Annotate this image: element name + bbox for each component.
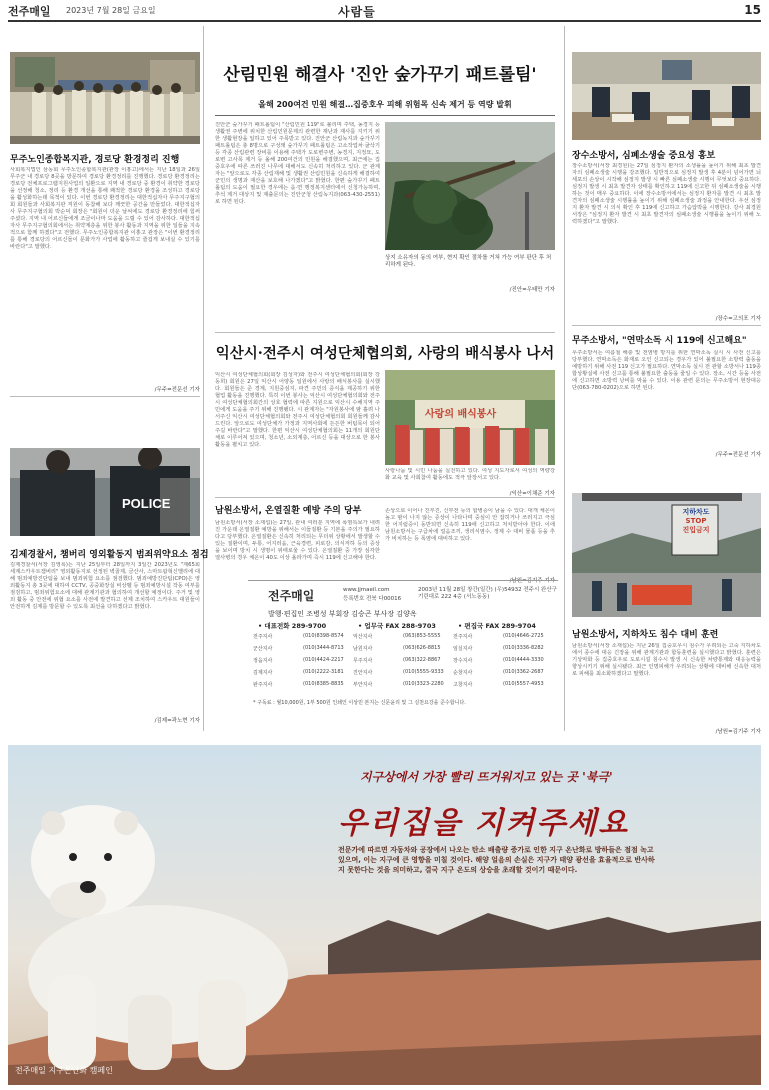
office-directory-cell: 순창지사 (453, 670, 473, 676)
office-directory-cell: 전주지사 (253, 634, 273, 640)
office-directory-cell: (010)4646-2725 (503, 633, 544, 639)
masthead-phone: • 대표전화 289-9700 (258, 622, 327, 630)
office-directory-cell: (010)5557-4953 (503, 681, 544, 687)
ad-headline: 우리집을 지켜주세요 (338, 806, 630, 841)
story-caption: 남원소방서, 지하차도 침수 대비 훈련 (572, 630, 719, 640)
sign-stop: STOP (685, 517, 707, 525)
volunteers-photo (385, 370, 555, 465)
story-body: 남원소방서(서장 소재섭)는 27일, 관내 여러분 지역에 폭염특보가 내려진 가운데 온열질환 예방을 위해서는 이들질환 등 기본을 주의가 필요하다고 당부했다. 온열질환은 신속히 처리되는 무더위 상황에서 발생할 수 있는 질환이며, 두통, 어지러움, 근육경련, 피로감, 의식저하 등의 증상을 보이며 방치 시 생명이 위태로울 수 있다. 온열질환 중 가장 심각한 열사병의 경우 체온이 40도 이상 올라가며 즉시 119에 신고해야 한다. (215, 520, 380, 561)
ad-tagline: 지구상에서 가장 빨리 뜨거워지고 있는 곳 '북극' (360, 770, 613, 784)
lead-rule (215, 115, 555, 116)
office-directory-cell: (010)3336-8282 (503, 645, 544, 651)
office-directory-cell: (010)8385-8835 (303, 681, 344, 687)
column-divider (203, 26, 204, 731)
page-number: 15 (744, 3, 761, 17)
story-body: 김제경찰서(서장 김영록)는 지난 25일부터 28일까지 3일간 2023년도 "제65회 세계스카우트잼버리" 영외활동지로 선정된 벽골제, 금산사, 스마트팜혁신밸리에 대해 범죄예방진단팀을 보내 범죄위험 요소를 점검했다. 범죄예방진단팀(CPO)은 영외활동지 총 3곳에 대하여 CCTV, 공중화장실 비상벨 등 범죄예방시설 작동 여부를 점검하고, 범죄위험요소에 대해 관계기관과 협의하여 개선할 예정이다. 주거 및 영외 활동 중 안전에 위협 요소를 사전에 발견하고 선제 조치하여 스카우트 대원들이 안전하게 김제를 방문할 수 있도록 최선을 다하겠다고 밝혔다. (10, 562, 200, 610)
volunteer-banner-text: 사랑의 배식봉사 (425, 409, 497, 420)
story-byline: /김제=곽노현 기자 (154, 718, 200, 724)
office-directory-cell: 군산지사 (253, 646, 273, 652)
story-body-tail: 손상으로 이어나 진부진, 신부전 등의 합병증이 남을 수 있다. 대개 체온이 높고 땀이 나지 않는 증상이 나타나며 중심이 안 잡히거나 쓰러지고 극심한 어지럼증이 동반되면 신속히 119에 신고하고 처치받아야 한다. 이에 남원소방서는 구급차에 얼음조끼, 생리식염수, 정제 수 대비 물품 등을 추가 비치하는 등 폭염에 대비하고 있다. (385, 508, 555, 542)
sign-underpass: 지하차도 (682, 508, 710, 516)
office-directory-cell: (063)853-5555 (403, 633, 441, 639)
office-directory-cell: 전주지사 (453, 634, 473, 640)
story-caption: 무주노인종합복지관, 경로당 환경정리 진행 (10, 155, 180, 165)
office-directory-cell: 장수지사 (453, 658, 473, 664)
masthead-staff: 발행·편집인 조병성 부회장 김승곤 부사장 김양옥 (268, 610, 417, 618)
masthead-fax: • 편집국 FAX 289-9704 (458, 622, 536, 630)
story-divider (10, 396, 200, 397)
office-directory-cell: 고창지사 (453, 682, 473, 688)
lead-subheadline: 올해 200여건 민원 해결…집중호우 피해 위험목 신속 제거 등 역량 발휘 (258, 100, 512, 109)
office-directory-cell: (010)3323-2280 (403, 681, 444, 687)
middle-headline: 익산시·전주시 여성단체협의회, 사랑의 배식봉사 나서 (215, 345, 555, 362)
story-byline: /무주=전문선 기자 (715, 452, 761, 458)
masthead-box (248, 580, 558, 710)
page-header (8, 3, 761, 19)
office-directory-cell: (010)5555-9333 (403, 669, 444, 675)
office-directory-cell: 익산지사 (353, 634, 373, 640)
ad-body-text: 전문가에 따르면 자동차와 공장에서 나오는 탄소 배출량 증가로 인한 지구 온난화로 방하들은 점점 녹고 있으며, 이는 지구에 큰 영향을 미칠 것이다. 해양 얼음의 손실은 지구가 태양 광선을 효율적으로 반사하지 못한다는 것을 의미하고, 결국 지구 온도의 상승을 초래할 것이기 때문이다. (338, 846, 655, 874)
masthead-logo: 전주매일 (268, 589, 315, 603)
office-directory-cell: (063)626-8815 (403, 645, 441, 651)
story-byline: /남원=김기주 기자 (715, 729, 761, 735)
section-title: 사람들 (338, 5, 376, 19)
story-caption: 남원소방서, 온열질환 예방 주의 당부 (215, 506, 362, 516)
climate-ad (8, 745, 761, 1085)
masthead-address: 2003년 11월 28일 창간(일간) (우)54932 전주시 완산구 기린대로 222 4층 (서노동동) (418, 587, 557, 600)
underpass-drill-photo (572, 493, 761, 617)
cpr-training-photo (572, 52, 761, 140)
story-caption: 무주소방서, "연막소독 시 119에 신고해요" (572, 336, 747, 346)
story-body: 남원소방서(서장 소재섭)는 지난 26일 집중호우시 침수가 우려되는 고죽 지하차도에서 종수에 대응 긴장을 위해 관계기관과 합동훈련을 실시했다고 밝혔다. 훈련은 기상악화 등 집중호우로 도로시설 침수시 발생 시 신속한 차량통제와 대응능력을 향상시키기 위해 실시됐다. 최근 인명피해가 우려되는 상황에 대비해 신속한 대처로 피해를 최소화하겠다고 말했다. (572, 643, 761, 677)
police-vest-text: POLICE (122, 496, 171, 511)
office-directory-cell: (010)2222-3181 (303, 669, 344, 675)
office-directory-cell: (010)8398-8574 (303, 633, 344, 639)
story-divider (215, 332, 555, 333)
lead-byline: /진안=우태만 기자 (509, 287, 555, 293)
senior-center-photo (10, 52, 200, 144)
office-directory-cell: 남원지사 (353, 646, 373, 652)
office-directory-cell: (010)4424-2217 (303, 657, 344, 663)
paper-name: 전주매일 (8, 5, 51, 18)
police-photo (10, 448, 200, 536)
story-caption: 김제경찰서, 챔버리 영외활동지 범죄위약요소 점검 (10, 550, 209, 560)
office-directory-cell: (063)322-8867 (403, 657, 441, 663)
middle-body-tail: 사랑나눔 및 시민 나눔을 실천하고 있다. 여성 지도자로서 여성의 역량강화 교육 및 사회참여 활동에도 적극 앞장서고 있다. (385, 468, 555, 481)
issue-date: 2023년 7월 28일 금요일 (66, 6, 156, 15)
masthead-web: www.jjmaeil.com (343, 587, 390, 593)
masthead-footer: * 구독료 : 월10,000원, 1부 500원 인쇄인 이상민 본지는 신문윤리 및 그 실천요강을 준수합니다. (253, 700, 466, 706)
office-directory-cell: 완주지사 (253, 682, 273, 688)
story-caption: 장수소방서, 심폐소생술 중요성 홍보 (572, 151, 716, 161)
office-directory-cell: (010)3444-8713 (303, 645, 344, 651)
ad-footer: 전주매일 지구온난화 캠페인 (15, 1066, 113, 1075)
lead-body: 진안군 숲가꾸기 패트롤팀이 "산림민원 119"로 불리며 주택, 농경지 등 생활권 주변에 위치한 산림민원문제의 관련한 재난과 재사를 지키기 위한 생활현장을 일하고 있어 주목받고 있다. 진안군 산림녹지과 숲가꾸기 패트롤팀은 총 8명으로 구성돼 숲가꾸기 패트롤팀은 고소작업차·굴삭기 등 각종 산림관련 장비를 이용해 주택가 도로변주변, 농경지, 지정묘, 도로변 고사목 제거 등 올해 200여건의 민원을 해결했으며, 최근에는 집중호우에 따른 쓰러진 나무에 대해서도 신속히 처리하고 있다. 군 관계자는 "앞으로도 각종 산림재해 및 생활권 산림민원을 신속하게 해결하여 군민의 생명과 재산을 보호해 나가겠다"고 밝혔다. 한편 숲가꾸기 패트롤팀의 도움이 필요한 경우에는 읍·면 행정복지센터에서 신청가능하며, 추석 제거 대상지 및 제출문의는 진안군청 산림녹지과(063-430-2551)로 하면 된다. (215, 122, 380, 205)
story-byline: /무주=전문선 기자 (154, 387, 200, 393)
office-directory-cell: 임실지사 (453, 646, 473, 652)
office-directory-cell: 부안지사 (353, 682, 373, 688)
middle-byline: /익산=이채준 기자 (509, 491, 555, 497)
header-rule (8, 20, 761, 22)
office-directory-cell: (010)4444-3330 (503, 657, 544, 663)
story-body: 장수소방서(서장 최경원)는 27일 심정지 환자의 소생률을 높이기 위해 최초 발견자의 심폐소생술 시행을 강조했다. 일반적으로 심정지 발생 후 4분이 넘어가면 뇌세포의 손상이 시작해 심정지 발생 시 빠른 심폐소생술 시행이 무엇보다 중요하다. 심정지 발생 시 최초 발견자 상태를 확인하고 119에 신고한 뒤 심폐소생술을 시행하는 것이 매우 중요하다. 이에 장수소방서에서는 심정지 환자를 발견 시 최초 발견자의 심폐소생술 시행률을 높이기 위해 심폐소생술 과정을 안내한다. 우선 심정지 환자 발견 시 의식 확인 후 119에 신고하고 가슴압박을 시행한다. 강사 최경원 서장은 "심정지 환자 발견 시 최초 발견자의 심폐소생술 시행률을 높이기 위해 노력하겠다"고 말했다. (572, 163, 761, 225)
office-directory-cell: 김제지사 (253, 670, 273, 676)
story-byline: /남원=김기주 기자 (509, 578, 555, 584)
story-byline: /장수=고의포 기자 (715, 316, 761, 322)
story-divider (215, 497, 555, 498)
office-directory-cell: 정읍지사 (253, 658, 273, 664)
masthead-fax: • 업무국 FAX 288-9703 (358, 622, 436, 630)
story-body: 사회복지법인 삼동회 무주노인종합복지관(관장 이홍고)에서는 지난 18일과 26일 무주군 내 경로당 8곳을 방문하여 경로당 환경정리를 진행했다. 경로당 환경정리는 경로당 전체프로그램지원사업의 일환으로 지역 내 경로당 중 환경이 취약한 경로당을 선정해 청소, 정리 등 환경 개선을 통해 쾌적한 경로당 환경을 조성하고 경로당을 활성화하는데 목적이 있다. 이번 경로당 환경정리는 대한적십자사 무주지구협의회 회원들과 사회복지관 직원이 동참해 보다 깨끗한 공간을 만들었다. 대한적십자사 무주지구협의회 박순덕 회장은 "회원이 더운 날씨에도 경로당 환경정리에 힘써 주셨다. 지역 내 어르신들에게 조금이나마 도움을 드릴 수 있어 감사하다. 대한적십자사 무주지구협의회에서는 취약계층을 위한 봉사 활동과 지역을 위한 일들을 지속적으로 함께 하겠다"고 전했다. 무주노인종합복지관 이홍고 관장은 "이번 환경정리를 통해 경로당의 어르신들이 문화가가 사업에 활동하고 즐겁게 보내실 수 있기를 바란다"고 말했다. (10, 167, 200, 250)
office-directory-cell: 무주지사 (353, 658, 373, 664)
middle-body: 익산시 여성단체협의회(회장 김성자)와 전주시 여성단체협의회(회장 강동희) 회원은 27일 익산시 어양동 일원에서 사랑의 배식봉사를 실시했다. 회원들은 준 경계, 지원중심지, 파견 주민의 증식을 제공하기 위한 협업 활동을 진행했다. 특히 이번 봉사는 익산시 여성단체협의회와 전주시 여성단체협의회간의 상호 협력에 따른 지원으로 익산시 수해지역 주민에게 도움을 주기 위해 진행됐다. 시 관계자는 "자원봉사에 땀 흘려 나서주신 익산시 여성단체협의회와 전주시 여성단체협의회 회원들께 감사드린다. 앞으로도 여성단체가 가정과 지역사회에 든든한 버팀목이 되어주길 바란다"고 말했다. 한편 익산시 여성단체협의회는 11개의 회원단체로 이루어져 있으며, 청소년, 소외계층, 어르신 등을 대상으로 한 봉사활동을 펼치고 있다. (215, 372, 380, 448)
story-divider (572, 325, 761, 326)
lead-photo-caption: 상지 소유자의 동의 여부, 현지 확인 절차를 거쳐 가능 여부 판단 후 처리하게 된다. (385, 255, 552, 268)
office-directory-cell: (010)3362-2687 (503, 669, 544, 675)
fallen-tree-photo (385, 122, 555, 250)
office-directory-cell: 진안지사 (353, 670, 373, 676)
sign-no-entry: 진입금지 (682, 526, 710, 534)
lead-headline: 산림민원 해결사 '진안 숲가꾸기 패트롤팀' (223, 65, 537, 85)
story-body: 무주소방서는 여름철 해충 및 전염병 방지를 위한 연막소독 실시 시 사전 신고를 당부했다. 연막소독은 화재로 오인 신고되는 경우가 있어 불필요한 소방력 출동을 예방하기 위해 사전 119 신고가 필요하다. 연막소독 실시 전 관할 소방서나 119종합상황실에 사전 신고를 통해 불필요한 출동을 줄일 수 있다. 장소, 시간 등을 사전에 신고하면 소방력 낭비를 막을 수 있다. 이용 관련 문의는 무주소방서 현장대응단(063-780-0202)으로 하면 된다. (572, 350, 761, 391)
column-divider (564, 26, 565, 731)
masthead-reg: 등록번호 전북 다00016 (343, 596, 402, 602)
